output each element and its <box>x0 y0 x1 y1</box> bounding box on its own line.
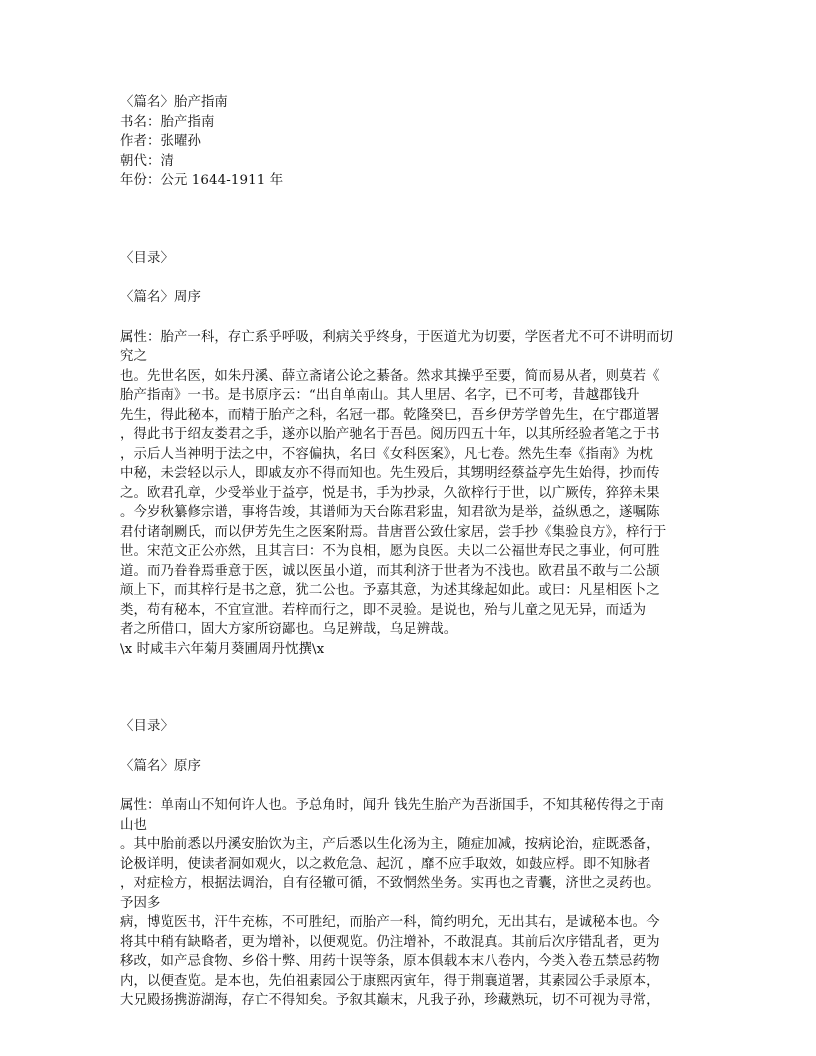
section-original-preface <box>120 717 710 1011</box>
text-line: ，示后人当神明于法之中，不容偏执，名曰《女科医案》，凡七卷。然先生奉《指南》为枕 <box>120 446 653 462</box>
text-line: ，对症检方，根据法调治，自有径辙可循，不致惘然坐务。实再也之青囊，济世之灵药也。 <box>120 876 660 891</box>
text-line: 。今岁秋纂修宗谱，事将告竣，其谱师为天台陈君彩盅，知君欲为是举，益纵恿之，遂嘱陈 <box>120 505 660 520</box>
meta-line: 〈篇名〉胎产指南 <box>120 95 228 110</box>
text-line: 病，博览医书，汗牛充栋，不可胜纪，而胎产一科，简约明允，无出其右，是诚秘本也。今 <box>120 915 660 930</box>
text-line: 世。宋范文正公亦然，且其言曰：不为良相，愿为良医。夫以二公福世寿民之事业，何可胜 <box>120 544 660 559</box>
text-line: 者之所借口，固大方家所窃鄙也。乌足辨哉，乌足辨哉。 <box>120 622 458 637</box>
text-line: 道。而乃眷眷焉垂意于医，诚以医虽小道，而其利济于世者为不浅也。欧君虽不敢与二公颉 <box>120 563 660 579</box>
section-body <box>120 796 710 1011</box>
text-line: 中秘，未尝轻以示人，即戚友亦不得而知也。先生殁后，其甥明经蔡益亭先生始得，抄而传 <box>120 466 660 481</box>
text-line: 予因多 <box>120 895 161 911</box>
text-line: 属性：胎产一科，存亡系乎呼吸，利病关乎终身，于医道尤为切要，学医者尤不可不讲明而切 <box>120 329 674 345</box>
section-body <box>120 328 710 660</box>
text-line: 移改，如产忌食物、乡俗十弊、用药十误等条，原本俱载本末八卷内，今类入卷五禁忌药物 <box>120 954 660 969</box>
text-line: 先生，得此秘本，而精于胎产之科，名冠一郡。乾隆癸巳，吾乡伊芳学曾先生，在宁郡道署 <box>120 407 660 423</box>
book-metadata <box>120 93 710 191</box>
text-line: 君付诸剞劂氏，而以伊芳先生之医案附焉。昔唐晋公致仕家居，尝手抄《集验良方》，梓行于 <box>120 524 667 540</box>
toc-link[interactable]: 〈目录〉 <box>120 250 174 266</box>
meta-line: 年份：公元 1644-1911 年 <box>120 173 284 188</box>
meta-line: 作者：张曜孙 <box>120 134 201 149</box>
text-line: 究之 <box>120 349 147 364</box>
text-line: 颃上下，而其梓行是书之意，犹二公也。予嘉其意，为述其缘起如此。或曰：凡星相医卜之 <box>120 583 660 598</box>
text-line: ，得此书于绍友娄君之手，遂亦以胎产驰名于吾邑。阅历四五十年，以其所经验者笔之于书 <box>120 427 660 442</box>
text-line: 也。先世名医，如朱丹溪、薛立斋诸公论之綦备。然求其操乎至要，简而易从者，则莫若《 <box>120 368 660 384</box>
toc-link[interactable]: 〈目录〉 <box>120 719 174 734</box>
meta-line: 书名：胎产指南 <box>120 114 215 130</box>
text-line: 类，苟有秘本，不宜宣泄。若梓而行之，即不灵验。是说也，殆与儿童之见无异，而适为 <box>120 602 647 618</box>
text-line: 属性：单南山不知何许人也。予总角时，闻升 钱先生胎产为吾浙国手，不知其秘传得之于南 <box>120 798 664 813</box>
text-line: 胎产指南》一书。是书原序云：“出自单南山。其人里居、名字，已不可考，昔越郡钱升 <box>120 388 640 403</box>
text-line: 之。欧君孔章，少受举业于益亭，悦是书，手为抄录，久欲梓行于世，以广厥传，猝猝未果 <box>120 485 660 501</box>
text-line: 将其中稍有缺略者，更为增补，以便观览。仍注增补，不敢混真。其前后次序错乱者，更为 <box>120 934 660 950</box>
text-line: 论极详明，使读者洞如观火，以之救危急、起沉 ，靡不应手取效，如鼓应桴。即不知脉者 <box>120 856 651 872</box>
section-zhou-preface <box>120 249 710 660</box>
meta-line: 朝代：清 <box>120 153 174 169</box>
signature-line: \x 时咸丰六年菊月葵圃周丹忱撰\x <box>120 641 325 657</box>
section-title: 〈篇名〉原序 <box>120 758 201 774</box>
document-page <box>120 93 710 1011</box>
text-line: 山也 <box>120 817 147 833</box>
section-title: 〈篇名〉周序 <box>120 290 201 305</box>
text-line: 内，以便查览。是本也，先伯祖素园公于康熙丙寅年，得于荆襄道署，其素园公手录原本， <box>120 973 660 989</box>
text-line: 。其中胎前悉以丹溪安胎饮为主，产后悉以生化汤为主，随症加减，按病论治，症既悉备， <box>120 837 660 852</box>
text-line: 大兄殿扬携游湖海，存亡不得知矣。予叙其巅末，凡我子孙，珍藏熟玩，切不可视为寻常， <box>120 993 660 1008</box>
